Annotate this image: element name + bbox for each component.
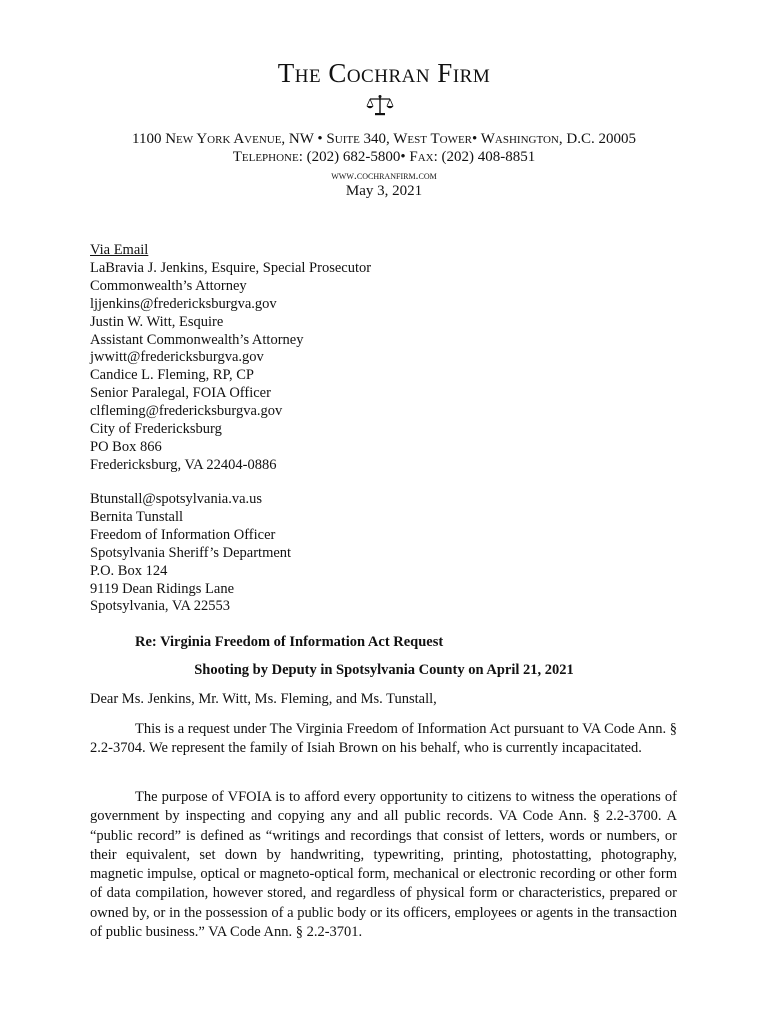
firm-name: The Cochran Firm — [277, 58, 491, 88]
recipient-email: ljjenkins@fredericksburgva.gov — [90, 295, 277, 312]
recipient-email: Btunstall@spotsylvania.va.us — [90, 491, 263, 507]
via-email-label: Via Email — [90, 242, 149, 258]
recipient-line: Assistant Commonwealth’s Attorney — [90, 331, 304, 348]
firm-website: www.cochranfirm.com — [331, 168, 437, 182]
recipient-email: clfleming@fredericksburgva.gov — [90, 403, 283, 420]
recipient-line: City of Fredericksburg — [90, 421, 222, 438]
recipient-block-fredericksburg — [90, 242, 371, 475]
recipient-line: P.O. Box 124 — [90, 562, 168, 579]
salutation: Dear Ms. Jenkins, Mr. Witt, Ms. Fleming, and Ms. Tunstall, — [90, 691, 437, 707]
firm-phone-fax: Telephone: (202) 682-5800• Fax: (202) 408-8851 — [232, 149, 536, 165]
letter-date: May 3, 2021 — [345, 183, 423, 199]
recipient-line: Spotsylvania, VA 22553 — [90, 598, 231, 615]
scales-of-justice-icon — [366, 94, 394, 116]
subject-line: Shooting by Deputy in Spotsylvania County on April 21, 2021 — [194, 662, 574, 678]
recipient-email: jwwitt@fredericksburgva.gov — [90, 349, 264, 366]
recipient-line: Justin W. Witt, Esquire — [90, 313, 224, 330]
body-paragraph: The purpose of VFOIA is to afford every opportunity to citizens to witness the operations of government by inspecting and copying any and all public records. VA Code Ann. § 2.2-3700. A “public record” is defined as “writings and recordings that consist of letters, words or numbers, or their equivalent, set down by handwriting, typewriting, printing, photostatting, photography, magnetic impulse, optical or magneto-optical form, mechanical or electronic recording or other form of data compilation, however stored, and regardless of physical form or characteristics, prepared or owned by, or in the possession of a public body or its officers, employees or agents in the transaction of public business.” VA Code Ann. § 2.2-3701. — [90, 789, 677, 941]
recipient-line: Fredericksburg, VA 22404-0886 — [90, 456, 277, 473]
body-paragraph: This is a request under The Virginia Freedom of Information Act pursuant to VA Code Ann. § 2.2-3704. We represent the family of Isiah Brown on his behalf, who is currently incapacitated. — [90, 721, 677, 757]
recipient-line: 9119 Dean Ridings Lane — [90, 580, 235, 597]
recipient-line: Commonwealth’s Attorney — [90, 277, 247, 294]
firm-address: 1100 New York Avenue, NW • Suite 340, West Tower• Washington, D.C. 20005 — [132, 131, 636, 147]
recipient-line: LaBravia J. Jenkins, Esquire, Special Prosecutor — [90, 259, 372, 276]
recipient-line: Freedom of Information Officer — [90, 526, 276, 543]
recipient-line: Senior Paralegal, FOIA Officer — [90, 385, 271, 402]
recipient-block-spotsylvania — [90, 491, 291, 616]
recipient-line: Spotsylvania Sheriff’s Department — [90, 544, 292, 561]
re-line: Re: Virginia Freedom of Information Act Request — [135, 634, 444, 650]
recipient-line: Bernita Tunstall — [90, 508, 184, 525]
recipient-line: PO Box 866 — [90, 438, 162, 455]
recipient-line: Candice L. Fleming, RP, CP — [90, 367, 254, 384]
